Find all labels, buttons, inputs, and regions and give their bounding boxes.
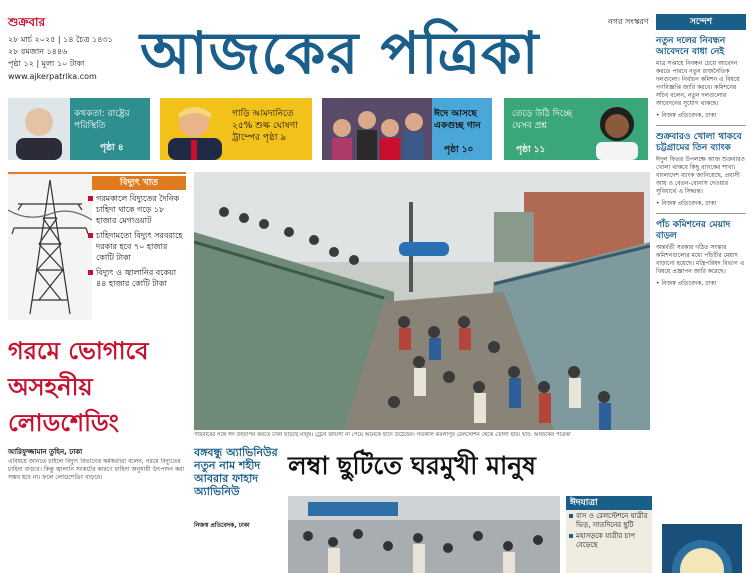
- teaser-trump[interactable]: [160, 98, 312, 160]
- power-pylon-illustration: [8, 174, 92, 320]
- loadshedding-byline: আরিফুজ্জামান তুহিন, ঢাকা: [8, 448, 83, 456]
- trump-photo: [160, 98, 230, 160]
- teaser-opinion[interactable]: [8, 98, 150, 160]
- teaser-text: ঈদে আসছে একগুচ্ছ গান: [434, 109, 481, 131]
- brief-byline: • নিজস্ব প্রতিবেদক, ঢাকা: [656, 280, 717, 287]
- singers-photo: [322, 98, 432, 160]
- electricity-facts: [88, 193, 186, 293]
- portrait-photo: [586, 98, 648, 160]
- columnist-photo: [8, 98, 70, 160]
- page-price: পৃষ্ঠা ১২ | মূল্য ১০ টাকা: [8, 59, 85, 68]
- newspaper-logo: আজকের পত্রিকা: [140, 19, 540, 87]
- lead-headline[interactable]: লম্বা ছুটিতে ঘরমুখী মানুষ: [288, 451, 536, 480]
- loadshedding-headline[interactable]: গরমে ভোগাবে অসহনীয় লোডশেডিং: [8, 337, 149, 437]
- fact-item: গরমকালে বিদ্যুতের দৈনিক চাহিদা থাকে গড়ে ১৮ হাজার মেগাওয়াট: [88, 193, 186, 226]
- brief-title[interactable]: নতুন দলের নিবন্ধন আবেদনে বাধা নেই: [656, 36, 726, 57]
- brief-byline: • নিজস্ব প্রতিবেদক, ঢাকা: [656, 112, 717, 119]
- teaser-page: পৃষ্ঠা ১০: [444, 145, 474, 155]
- date-hijri: ২৮ রমজান ১৪৪৬: [8, 47, 68, 56]
- train-rooftop-photo: [194, 172, 650, 430]
- station-crowd-photo: [288, 496, 560, 573]
- date-block: [8, 34, 113, 70]
- avenue-byline: নিজস্ব প্রতিবেদক, ঢাকা: [194, 522, 250, 529]
- teaser-text: তেড়ে উঠি দিচ্ছে যেসব প্রশ্ন: [512, 109, 573, 131]
- teaser-text: কথকতা: রাষ্ট্রের পরিস্থিতি: [74, 109, 130, 131]
- brief-body: মাত্র সপ্তাহে নিবন্ধন চেয়ে আবেদন করতে পারবে নতুন রাজনৈতিক দলগুলো। নির্বাচন কমিশন এ বিষয়ে গণবিজ্ঞপ্তি জারি করবে। কমিশনের সচিব বলেন, নতুন দলগুলোর আবেদনের সুযোগ থাকছে।: [656, 60, 740, 107]
- date-gregorian: ২৮ মার্চ ২০২৫ | ১৪ চৈত্র ১৪৩১: [8, 35, 113, 44]
- teaser-songs[interactable]: [322, 98, 492, 160]
- website-url[interactable]: www.ajkerpatrika.com: [8, 72, 97, 81]
- brief-byline: • নিজস্ব প্রতিবেদক, ঢাকা: [656, 200, 717, 207]
- teaser-questions[interactable]: [504, 98, 648, 160]
- teaser-page: পৃষ্ঠা ১১: [516, 145, 546, 155]
- eid-item[interactable]: মহাসড়কে যাত্রীর চাপ বেড়েছে: [566, 530, 652, 550]
- loadshedding-body: এবিষয়ে জানতে চাইলে বিদ্যুৎ বিভাগের কর্মকর্তারা বলেন, গরমে বিদ্যুতের চাহিদা বাড়বে। কিন্তু জ্বালানি সংকটের কারণে চাহিদা অনুযায়ী উৎপাদন করা সম্ভব হবে না। ফলে লোডশেডিং বাড়বে।: [8, 458, 185, 481]
- eid-moon-illustration: [662, 524, 742, 573]
- fact-item: চাহিদামতো বিদ্যুৎ সরবরাহে দরকার হবে ৭০ হাজার কোটি টাকা: [88, 230, 186, 263]
- electricity-tag: বিদ্যুৎ খাত: [92, 176, 186, 190]
- photo-caption: পরিবারের সঙ্গে ঈদ উদ্‌যাপন করতে ঢাকা ছাড়ছে মানুষ। ট্রেনে জায়গা না পেয়ে অনেকে ছাদে উঠেছেন। গতকাল কমলাপুর রেলস্টেশন থেকে তোলা ছবি। ছবি: আজকের পত্রিকা: [194, 432, 571, 438]
- weekday: শুক্রবার: [8, 15, 46, 29]
- sidebar-briefs: [656, 14, 746, 573]
- edition-label: নগর সংস্করণ: [608, 17, 649, 26]
- avenue-headline[interactable]: বঙ্গবন্ধু অ্যাভিনিউর নতুন নাম শহীদ আবরার ফাহাদ অ্যাভিনিউ: [194, 446, 278, 498]
- eid-item[interactable]: বাস ও রেলস্টেশনে যাত্রীর ভিড়, সাতদিনের ছুটি: [566, 510, 652, 530]
- teaser-page: পৃষ্ঠা ৪: [100, 143, 124, 153]
- brief-body: ঈদুল ফিতর উপলক্ষে আজ শুক্রবারও খোলা থাকবে কিছু ব্যাংকের শাখা। বাংলাদেশ ব্যাংক জানিয়েছে, প্রবাসী আয় ও বেতন-বোনাস দেওয়ার সুবিধার্থে এ সিদ্ধান্ত।: [656, 156, 745, 195]
- sidebar-heading: সন্দেশ: [656, 14, 746, 30]
- brief-title[interactable]: শুক্রবারও খোলা থাকবে চট্টগ্রামের তিন ব্যাংক: [656, 132, 742, 153]
- fact-item: বিদ্যুৎ ও জ্বালানির বকেয়া ৪৪ হাজার কোটি টাকা: [88, 267, 186, 289]
- brief-body: অন্তর্বর্তী সরকার গঠিত সংস্কার কমিশনগুলোর মধ্যে পাঁচটির মেয়াদ বাড়ানো হয়েছে। মন্ত্রিপরিষদ বিভাগ এ বিষয়ে প্রজ্ঞাপন জারি করেছে।: [656, 244, 745, 275]
- divider: [656, 213, 746, 214]
- brief-title[interactable]: পাঁচ কমিশনের মেয়াদ বাড়ল: [656, 220, 731, 241]
- eid-tag: ঈদযাত্রা: [566, 496, 652, 510]
- eid-journey-box: [566, 496, 652, 573]
- teaser-text: গাড়ি আমদানিতে ২৫% শুল্ক ঘোষণা ট্রাম্পের পৃষ্ঠা ৯: [232, 109, 298, 143]
- divider: [656, 125, 746, 126]
